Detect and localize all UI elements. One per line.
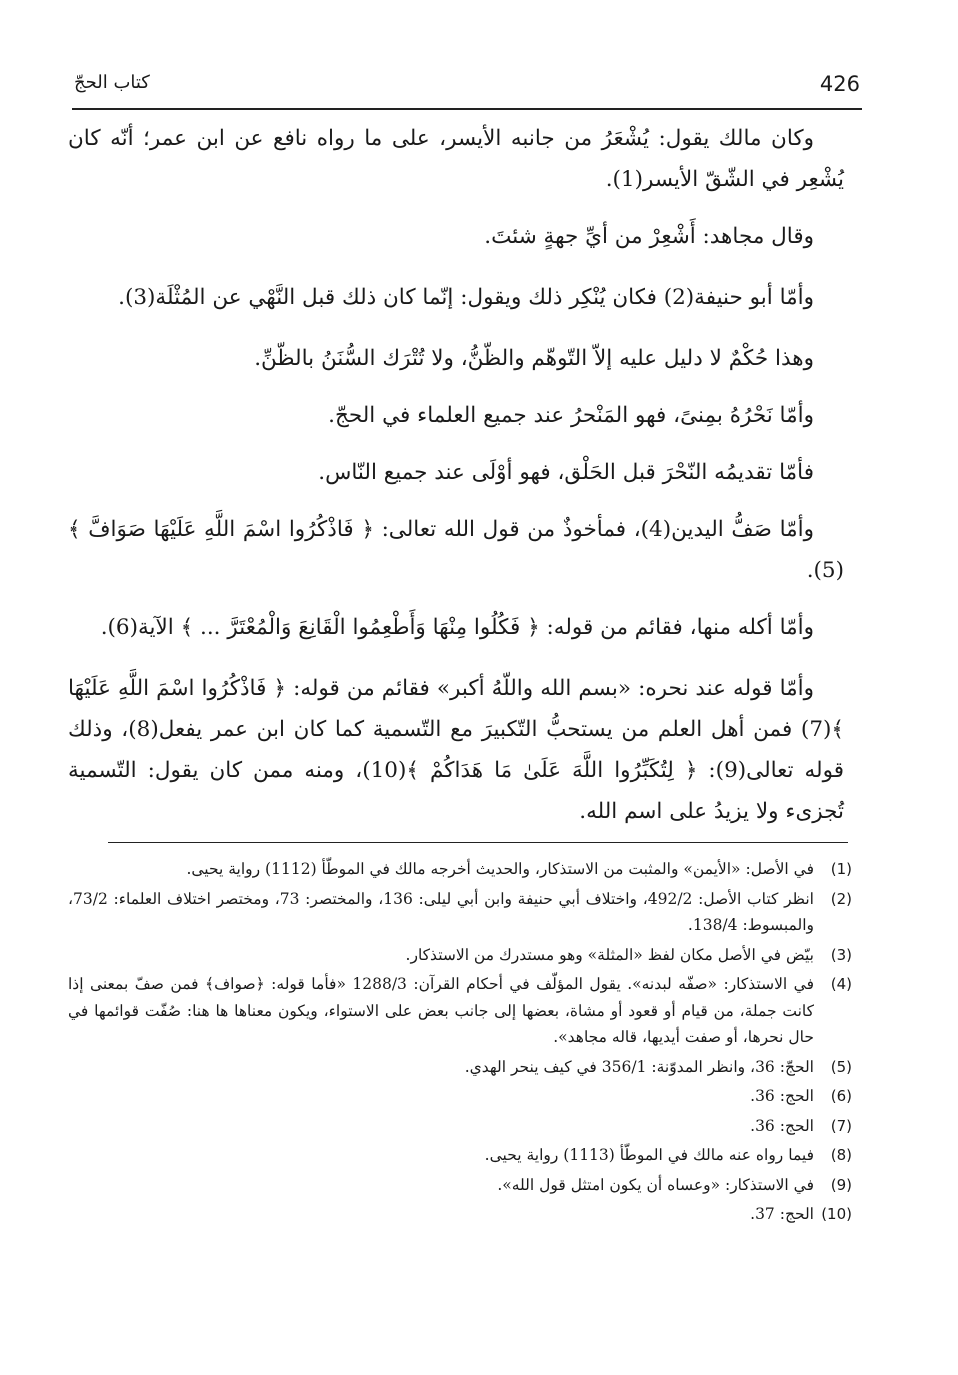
footnote xyxy=(68,886,852,939)
footnote-number: (10) xyxy=(821,1205,852,1223)
paragraph: وأمّا أبو حنيفة(2) فكان يُنْكِر ذلك ويقول: إنّما كان ذلك قبل النَّهْي عن المُثْلَة(3). xyxy=(118,285,814,310)
footnote-text: الحج: 36. xyxy=(750,1087,814,1105)
paragraph: وقال مجاهد: أَشْعِرْ من أيِّ جهةٍ شئتَ. xyxy=(484,224,814,249)
footnote-separator xyxy=(108,842,848,843)
footnote-number: (3) xyxy=(830,945,852,964)
footnote xyxy=(68,1172,852,1199)
footnote-number: (4) xyxy=(830,975,852,993)
running-title: كتاب الحجّ xyxy=(74,72,150,93)
paragraph: فأمّا تقديمُه النّحْرَ قبل الحَلْق، فهو أوْلَى عند جميع النّاس. xyxy=(318,460,814,485)
footnote xyxy=(68,856,852,883)
footnote-text: الحجّ: 36، وانظر المدوّنة: 356/1 في كيف ينحر الهدي. xyxy=(464,1057,814,1076)
footnote xyxy=(68,971,852,1051)
footnote-text: فيما رواه عنه مالك في الموطّأ (1113) رواية يحيى. xyxy=(484,1146,814,1164)
footnote-number: (6) xyxy=(830,1087,852,1105)
paragraph: وكان مالك يقول: يُشْعَرُ من جانبه الأيسر، على ما رواه نافع عن ابن عمر؛ أنّه كان يُشْعِر في الشّقّ الأيسر(1). xyxy=(68,126,844,192)
paragraph: وأمّا أكله منها، فقائم من قوله: ﴿ فَكُلُوا مِنْهَا وَأَطْعِمُوا الْقَانِعَ وَالْمُعْتَرَّ ... ﴾ الآية(6). xyxy=(100,615,814,640)
footnote-number: (9) xyxy=(830,1175,852,1194)
footnote xyxy=(68,942,852,969)
footnote-text: في الأصل: «الأيمن» والمثبت من الاستذكار، والحديث أخرجه مالك في الموطّأ (1112) رواية يحيى. xyxy=(186,860,814,878)
footnote-text: بيّض في الأصل مكان لفظ «المثلة» وهو مستدرك من الاستذكار. xyxy=(405,945,814,964)
footnote-text: انظر كتاب الأصل: 492/2، واختلاف أبي حنيفة وابن أبي ليلى: 136، والمختصر: 73، ومختصر اختلاف العلماء: 73/2، والمبسوط: 138/4. xyxy=(68,889,814,934)
footnote xyxy=(68,1201,852,1228)
footnote-text: في الاستذكار: «وعساه أن يكون امتثل قول الله». xyxy=(497,1175,814,1194)
page-number: 426 xyxy=(819,72,860,96)
footnote-number: (7) xyxy=(830,1116,852,1135)
paragraph: وهذا حُكْمٌ لا دليل عليه إلاّ التّوهّم والظّنُّ، ولا تُتْرَك السُّنَنُ بالظّنِّ. xyxy=(254,346,814,371)
footnote-number: (2) xyxy=(830,889,852,908)
footnote-text: الحج: 36. xyxy=(750,1116,814,1135)
footnote-number: (1) xyxy=(830,860,852,878)
footnote-number: (8) xyxy=(830,1146,852,1164)
paragraph: وأمّا قوله عند نحره: «بسم الله واللّهُ أكبر» فقائم من قوله: ﴿ فَاذْكُرُوا اسْمَ اللَّهِ عَلَيْهَا ﴾(7) فمن أهل العلم من يستحبُّ التّكبيرَ مع التّسمية كما كان ابن عمر يفعل(8)، وذلك قوله تعالى(9): ﴿ لِتُكَبِّرُوا اللَّهَ عَلَىٰ مَا هَدَاكُمْ ﴾(10)، ومنه ممن كان يقول: التّسمية تُجزىء ولا يزيدُ على اسم الله. xyxy=(68,676,844,824)
footnote xyxy=(68,1054,852,1081)
paragraph: وأمّا نَحْرُهُ بمِنىً، فهو المَنْحرُ عند جميع العلماء في الحجّ. xyxy=(328,403,814,428)
footnote xyxy=(68,1113,852,1140)
main-text xyxy=(68,118,844,852)
footnote-text: في الاستذكار: «صفّه لبدنه». يقول المؤلّف في أحكام القرآن: 1288/3 «فأما قوله: ﴿صواف﴾ فمن صفّ بمعنى إذا كانت جملة، من قيام أو قعود أو مشاة، بعضها إلى جانب بعض على الاستواء، ويكون معناها ها هنا: صُفّت قوائمها في حال نحرها، أو صفت أيديها، قاله مجاهد». xyxy=(68,975,814,1046)
page-header xyxy=(72,70,862,110)
paragraph: وأمّا صَفُّ اليدين(4)، فمأخوذٌ من قول الله تعالى: ﴿ فَاذْكُرُوا اسْمَ اللَّهِ عَلَيْهَا صَوَافَّ ﴾(5). xyxy=(68,517,844,583)
footnotes xyxy=(68,856,852,1231)
footnote-number: (5) xyxy=(830,1057,852,1076)
footnote xyxy=(68,1083,852,1110)
footnote xyxy=(68,1142,852,1169)
footnote-text: الحج: 37. xyxy=(750,1205,814,1223)
